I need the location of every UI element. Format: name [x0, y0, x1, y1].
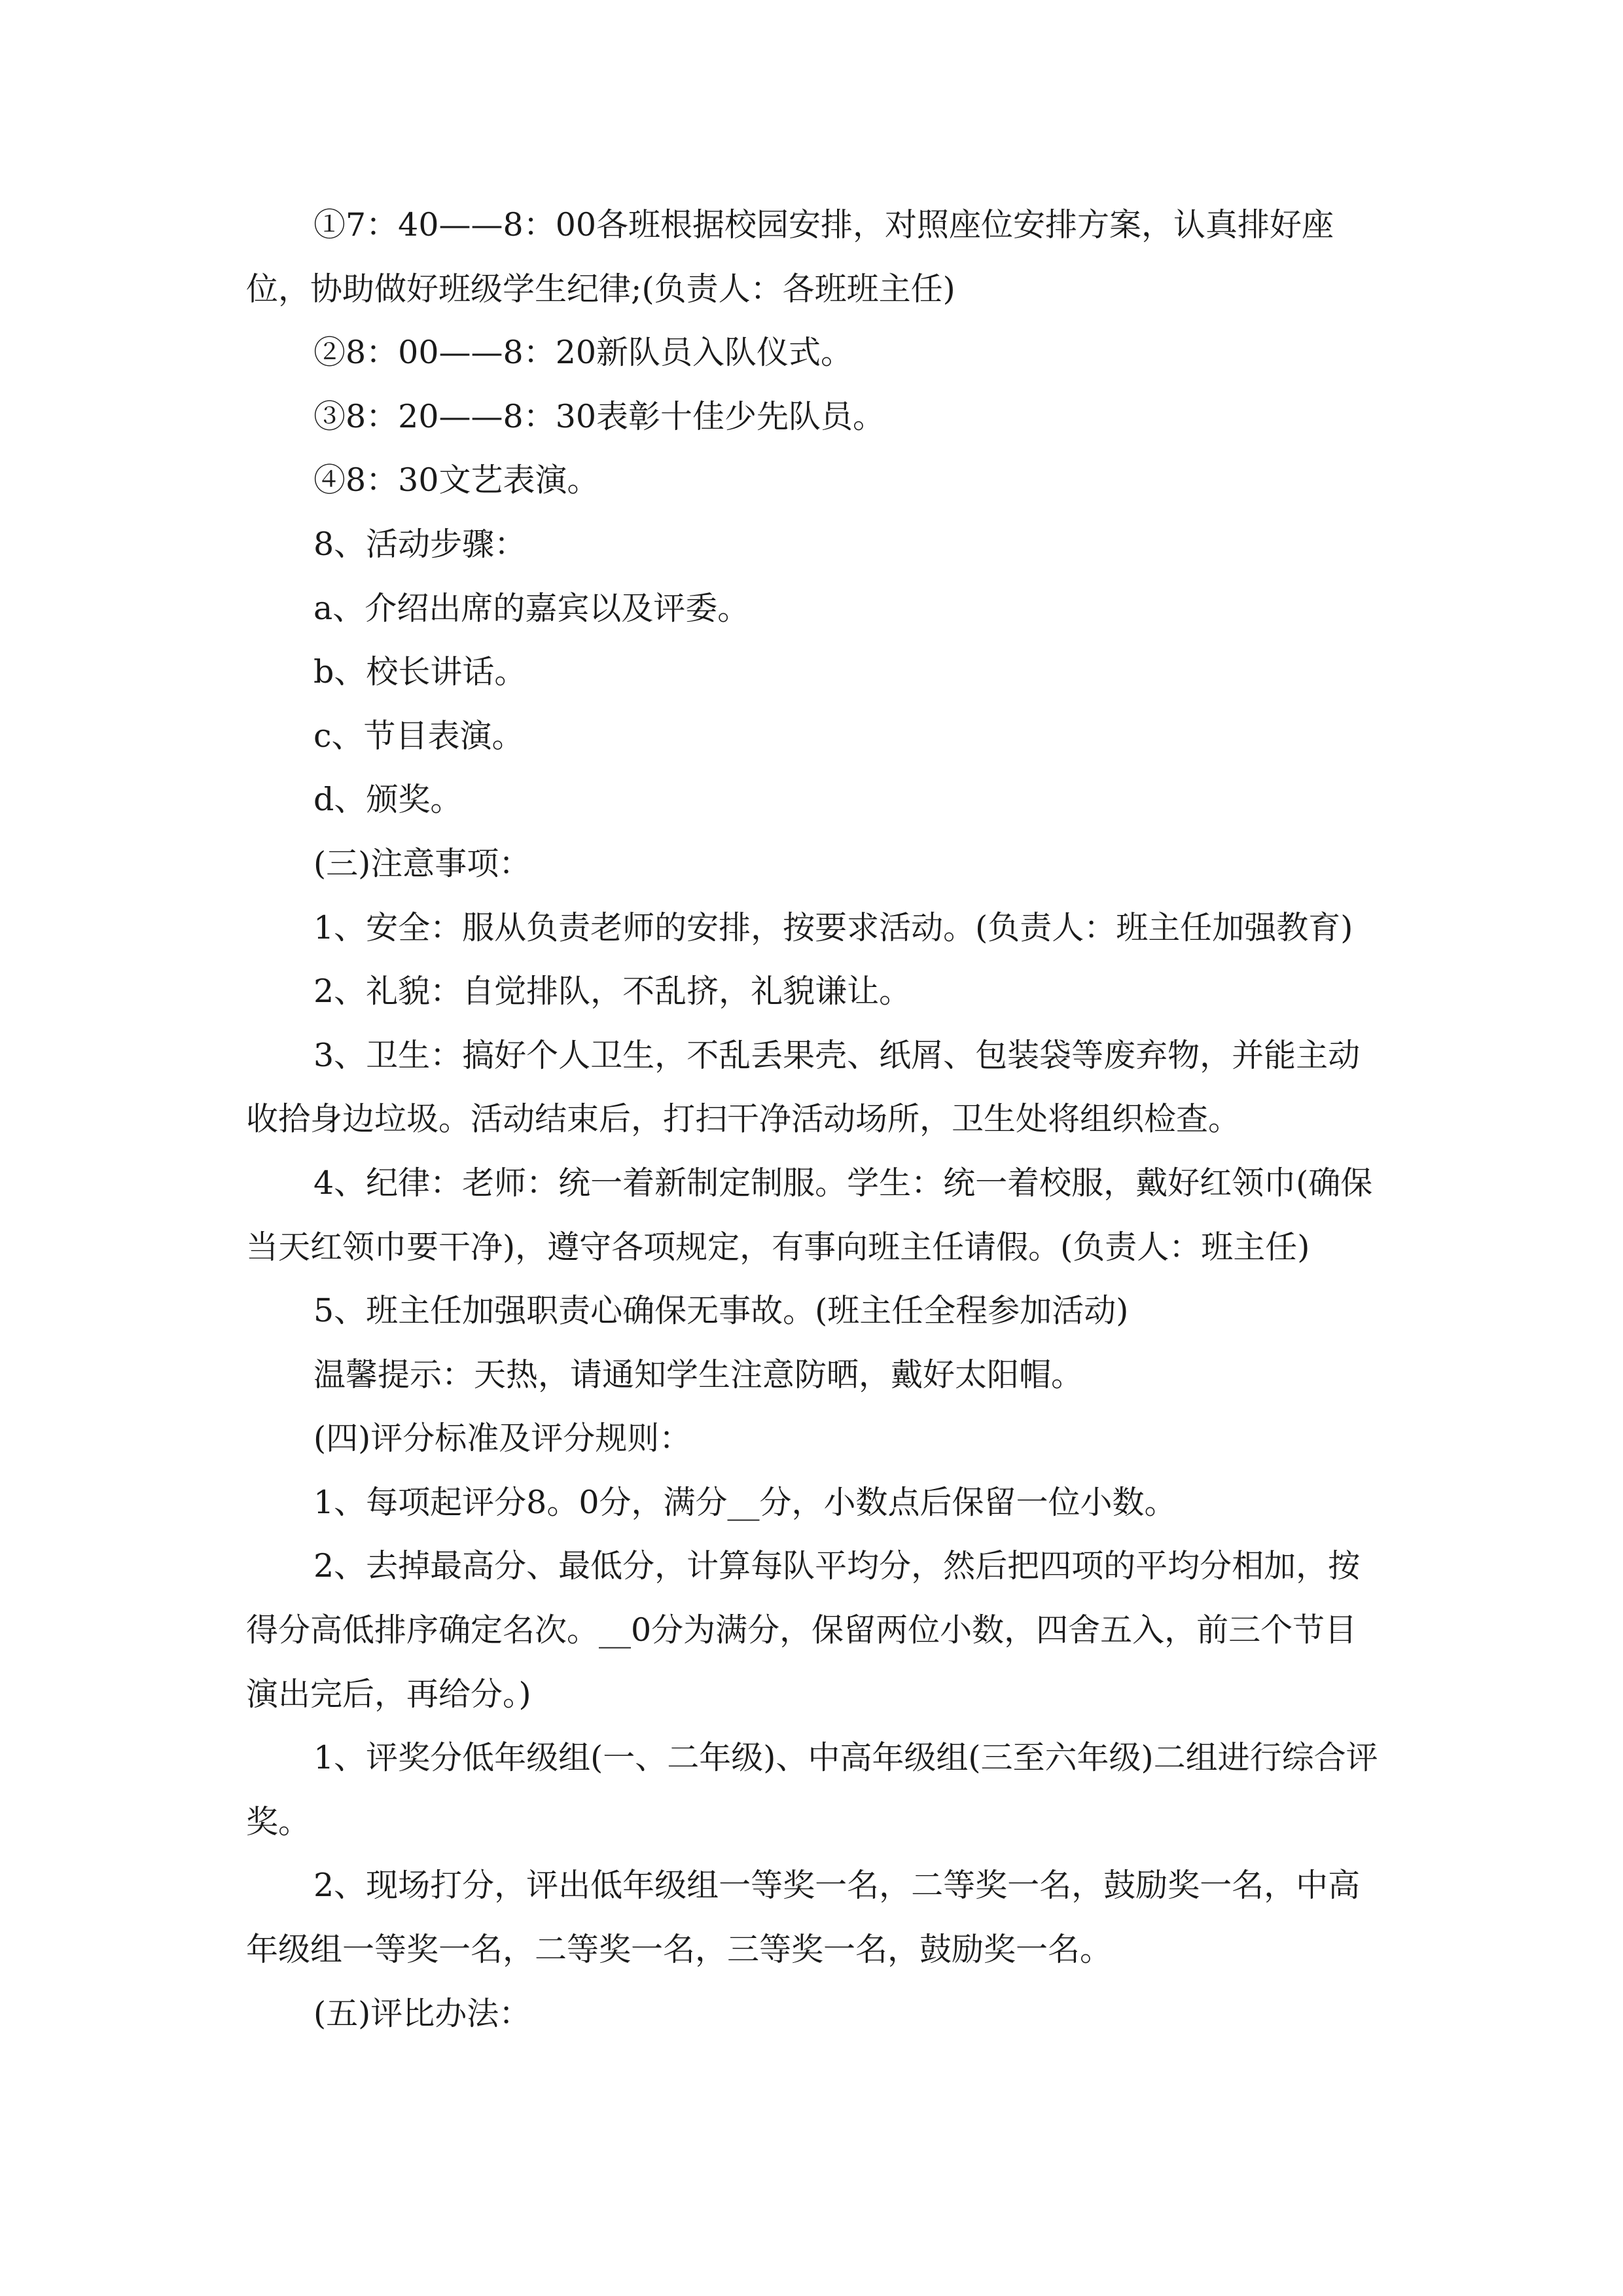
paragraph-note-safety: 1、安全：服从负责老师的安排，按要求活动。(负责人：班主任加强教育): [313, 908, 1353, 946]
paragraph-scoring-2: 2、去掉最高分、最低分，计算每队平均分，然后把四项的平均分相加，按得分高低排序确定名次。__0分为满分，保留两位小数，四舍五入，前三个节目演出完后，再给分。): [246, 1547, 1361, 1713]
heading-notes: (三)注意事项：: [313, 844, 531, 882]
paragraph-schedule-4: ④8：30文艺表演。: [313, 461, 599, 499]
paragraph-schedule-2: ②8：00——8：20新队员入队仪式。: [313, 334, 853, 372]
heading-evaluation: (五)评比办法：: [313, 1994, 531, 2032]
paragraph-note-discipline: 4、纪律：老师：统一着新制定制服。学生：统一着校服，戴好红领巾(确保当天红领巾要干净)，遵守各项规定，有事向班主任请假。(负责人：班主任): [246, 1164, 1373, 1266]
paragraph-step-d: d、颁奖。: [313, 781, 463, 819]
paragraph-note-courtesy: 2、礼貌：自觉排队，不乱挤，礼貌谦让。: [313, 973, 912, 1011]
paragraph-step-a: a、介绍出席的嘉宾以及评委。: [313, 589, 750, 627]
paragraph-note-hygiene: 3、卫生：搞好个人卫生，不乱丢果壳、纸屑、包装袋等废弃物，并能主动收拾身边垃圾。活动结束后，打扫干净活动场所，卫生处将组织检查。: [246, 1036, 1361, 1138]
document-body: [246, 193, 1388, 2045]
paragraph-awards-2: 2、现场打分，评出低年级组一等奖一名，二等奖一名，鼓励奖一名，中高年级组一等奖一名，二等奖一名，三等奖一名，鼓励奖一名。: [246, 1867, 1361, 1969]
heading-scoring: (四)评分标准及评分规则：: [313, 1420, 692, 1458]
paragraph-note-teachers: 5、班主任加强职责心确保无事故。(班主任全程参加活动): [313, 1292, 1129, 1330]
paragraph-schedule-3: ③8：20——8：30表彰十佳少先队员。: [313, 397, 885, 435]
paragraph-reminder: 温馨提示：天热，请通知学生注意防晒，戴好太阳帽。: [313, 1355, 1084, 1393]
paragraph-schedule-1: ①7：40——8：00各班根据校园安排，对照座位安排方案，认真排好座位，协助做好班级学生纪律;(负责人：各班班主任): [246, 206, 1334, 308]
paragraph-step-c: c、节目表演。: [313, 717, 524, 755]
paragraph-awards-1: 1、评奖分低年级组(一、二年级)、中高年级组(三至六年级)二组进行综合评奖。: [246, 1739, 1378, 1840]
paragraph-scoring-1: 1、每项起评分8。0分，满分__分，小数点后保留一位小数。: [313, 1483, 1177, 1521]
heading-activity-steps: 8、活动步骤：: [313, 525, 527, 563]
paragraph-step-b: b、校长讲话。: [313, 653, 527, 691]
